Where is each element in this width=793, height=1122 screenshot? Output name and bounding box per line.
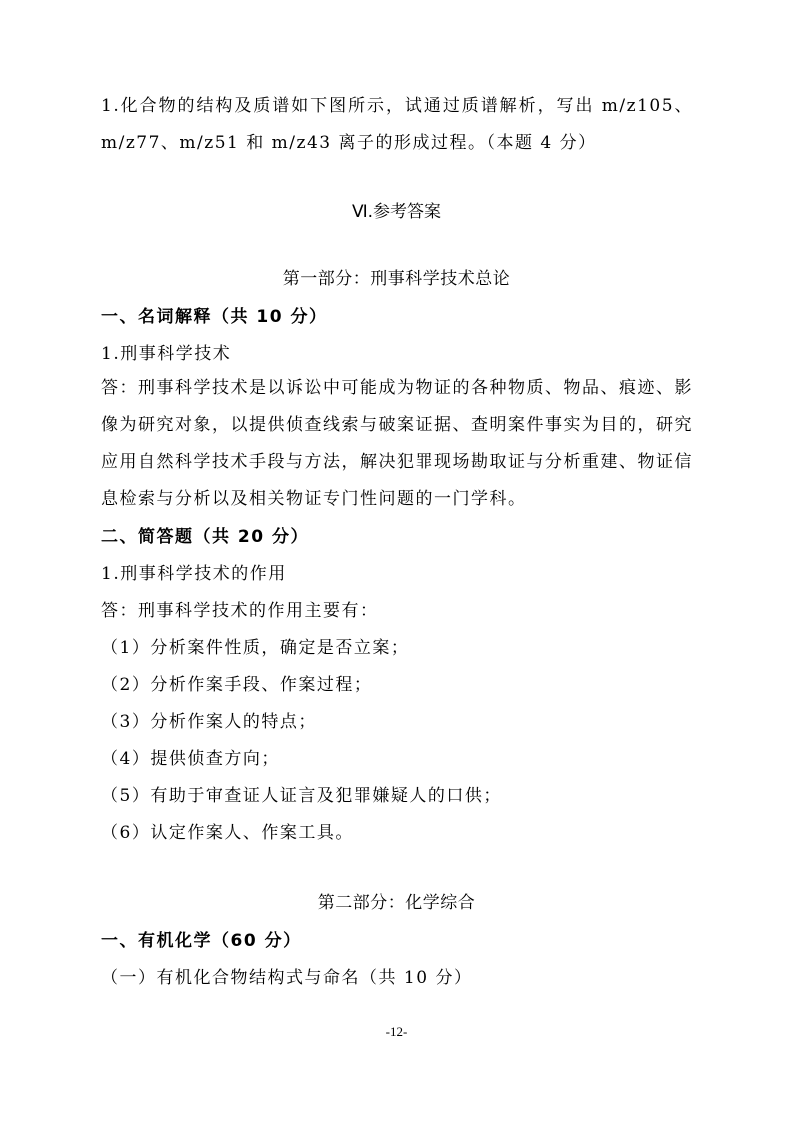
part1-section1-title: 一、名词解释（共 10 分） — [101, 307, 328, 327]
answers-title: Ⅵ.参考答案 — [351, 202, 442, 222]
part1-section2-answer-intro: 答：刑事科学技术的作用主要有： — [101, 601, 379, 621]
page-number: -12- — [385, 1024, 408, 1039]
part1-section2-q1-title: 1.刑事科学技术的作用 — [101, 564, 287, 584]
part2-title: 第二部分：化学综合 — [317, 893, 476, 913]
part2-section1-title: 一、有机化学（60 分） — [101, 931, 302, 951]
part1-section1-q1-answer: 答：刑事科学技术是以诉讼中可能成为物证的各种物质、物品、痕迹、影像为研究对象，以提供侦查线索与破案证据、查明案件事实为目的，研究应用自然科学技术手段与方法，解决犯罪现场勘取证与分析重建、物证信息检索与分析以及相关物证专门性问题的一门学科。 — [101, 378, 693, 509]
answer-item-4: （4）提供侦查方向； — [101, 749, 280, 769]
answer-item-5: （5）有助于审查证人证言及犯罪嫌疑人的口供； — [101, 786, 502, 806]
part1-section2-title: 二、简答题（共 20 分） — [101, 527, 309, 547]
part1-section1-q1-title: 1.刑事科学技术 — [101, 344, 232, 364]
answer-item-1: （1）分析案件性质，确定是否立案； — [101, 638, 410, 658]
question-paragraph: 1.化合物的结构及质谱如下图所示，试通过质谱解析，写出 m/z105、m/z77、m/z51 和 m/z43 离子的形成过程。（本题 4 分） — [101, 96, 693, 153]
part1-title: 第一部分：刑事科学技术总论 — [282, 269, 511, 289]
answer-item-6: （6）认定作案人、作案工具。 — [101, 823, 354, 843]
answer-item-3: （3）分析作案人的特点； — [101, 712, 317, 732]
answer-item-2: （2）分析作案手段、作案过程； — [101, 675, 373, 695]
part2-section1-sub1: （一）有机化合物结构式与命名（共 10 分） — [101, 968, 473, 988]
